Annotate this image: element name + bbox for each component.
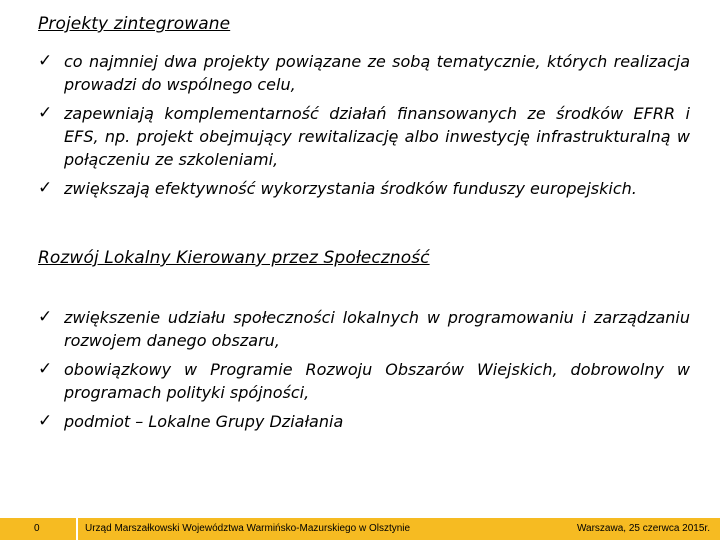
list-item xyxy=(38,358,690,404)
checkmark-icon: ✓ xyxy=(38,178,53,198)
footer-bar xyxy=(78,518,720,540)
checkmark-icon: ✓ xyxy=(38,359,53,379)
footer-date: Warszawa, 25 czerwca 2015r. xyxy=(576,523,710,534)
list-item xyxy=(38,410,690,433)
section-heading-integrated-projects: Projekty zintegrowane xyxy=(38,14,231,34)
page-number: 0 xyxy=(0,518,76,540)
bullet-text: obowiązkowy w Programie Rozwoju Obszarów Wiejskich, dobrowolny w programach polityki spójności, xyxy=(64,360,690,402)
list-item xyxy=(38,306,690,352)
footer xyxy=(0,518,720,540)
list-item xyxy=(38,102,690,171)
bullet-list-integrated-projects xyxy=(38,50,690,206)
checkmark-icon: ✓ xyxy=(38,307,53,327)
bullet-text: zapewniają komplementarność działań finansowanych ze środków EFRR i EFS, np. projekt obejmujący rewitalizację albo inwestycję infrastrukturalną w połączeniu ze szkoleniami, xyxy=(64,104,690,169)
checkmark-icon: ✓ xyxy=(38,411,53,431)
footer-organization: Urząd Marszałkowski Województwa Warmińsko-Mazurskiego w Olsztynie xyxy=(85,523,411,534)
section-heading-community-led-development: Rozwój Lokalny Kierowany przez Społeczność xyxy=(38,248,430,268)
list-item xyxy=(38,50,690,96)
list-item xyxy=(38,177,690,200)
bullet-text: zwiększenie udziału społeczności lokalnych w programowaniu i zarządzaniu rozwojem danego obszaru, xyxy=(64,308,690,350)
checkmark-icon: ✓ xyxy=(38,103,53,123)
bullet-text: co najmniej dwa projekty powiązane ze sobą tematycznie, których realizacja prowadzi do wspólnego celu, xyxy=(64,52,690,94)
bullet-text: podmiot – Lokalne Grupy Działania xyxy=(64,412,344,431)
bullet-text: zwiększają efektywność wykorzystania środków funduszy europejskich. xyxy=(64,179,637,198)
bullet-list-community-led-development xyxy=(38,306,690,439)
checkmark-icon: ✓ xyxy=(38,51,53,71)
